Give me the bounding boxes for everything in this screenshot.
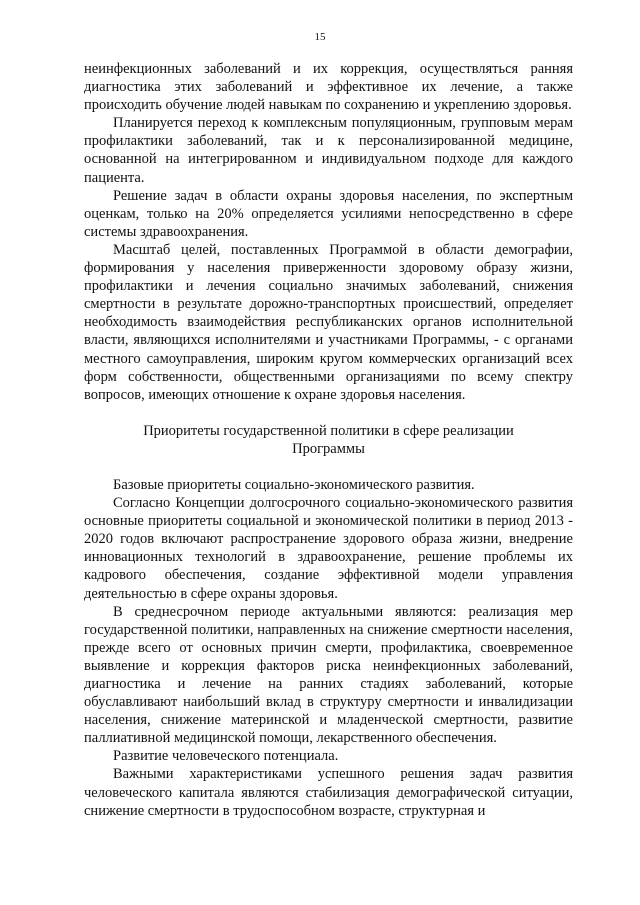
paragraph-human-capital: Важными характеристиками успешного решения задач развития человеческого капитала являются стабилизация демографической ситуации, снижение смертности в трудоспособном возрасте, структурная и: [84, 766, 573, 819]
paragraph-transition-plan: Планируется переход к комплексным популяционным, групповым мерам профилактики заболеваний, так и к персонализированной медицине, основанной на интегрированном и индивидуальном подходе для каждого пациента.: [84, 115, 573, 186]
paragraph-continuation: неинфекционных заболеваний и их коррекция, осуществляться ранняя диагностика этих заболеваний и эффективное их лечение, а также происходить обучение людей навыкам по сохранению и укреплению здоровья.: [84, 61, 573, 114]
paragraph-human-potential: Развитие человеческого потенциала.: [113, 748, 339, 765]
document-body: [84, 60, 573, 820]
paragraph-base-priorities: Базовые приоритеты социально-экономического развития.: [113, 476, 475, 493]
section-heading: [84, 422, 573, 458]
page-number: 15: [314, 31, 326, 43]
section-heading-line-1: Приоритеты государственной политики в сфере реализации: [143, 422, 514, 439]
paragraph-medium-term: В среднесрочном периоде актуальными являются: реализация мер государственной политики, направленных на снижение смертности населения, прежде всего от основных причин смерти, профилактика, своевременное выявление и коррекция факторов риска неинфекционных заболеваний, диагностика и лечение на ранних стадиях заболеваний, которые обуславливают наибольший вклад в структуру смертности и инвалидизации населения, снижение материнской и младенческой смертности, развитие паллиативной медицинской помощи, лекарственного обеспечения.: [84, 603, 573, 747]
paragraph-program-scale: Масштаб целей, поставленных Программой в области демографии, формирования у населения приверженности здоровому образу жизни, профилактики и лечения социально значимых заболеваний, снижения смертности в результате дорожно-транспортных происшествий, определяет необходимость взаимодействия республиканских органов исполнительной власти, являющихся исполнителями и участниками Программы, - с органами местного самоуправления, широким кругом коммерческих организаций всех форм собственности, общественными организациями по всему спектру вопросов, имеющих отношение к охране здоровья населения.: [84, 241, 573, 403]
section-heading-line-2: Программы: [292, 440, 365, 457]
paragraph-concept: Согласно Концепции долгосрочного социально-экономического развития основные приоритеты социальной и экономической политики в период 2013 - 2020 годов включают распространение здорового образа жизни, внедрение инновационных технологий в здравоохранение, решение проблемы их кадрового обеспечения, создание эффективной модели управления деятельностью в сфере охраны здоровья.: [84, 495, 573, 602]
paragraph-expert-estimate: Решение задач в области охраны здоровья населения, по экспертным оценкам, только на 20% определяется усилиями непосредственно в сфере системы здравоохранения.: [84, 187, 573, 240]
